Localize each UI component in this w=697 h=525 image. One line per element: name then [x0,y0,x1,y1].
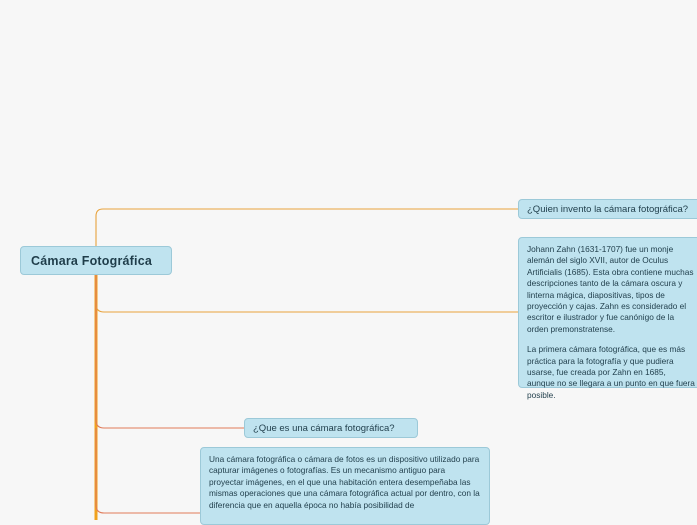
content-paragraph: Johann Zahn (1631-1707) fue un monje alemán del siglo XVII, autor de Oculus Artificialis (1685). Esta obra contiene muchas descripciones tanto de la cámara oscura y linterna mágica, diapositivas, tipos de proyección y cajas. Zahn es considerado el escritor e ilustrador y fue canónigo de la orden premonstratense. [527,244,694,334]
branch-node-what-is-label: ¿Que es una cámara fotográfica? [253,422,395,434]
content-paragraph: Una cámara fotográfica o cámara de fotos es un dispositivo utilizado para capturar imágenes o fotografías. Es un mecanismo antiguo para proyectar imágenes, en el que una habitación entera desempeñaba las mismas operaciones que una cámara fotográfica actual por dentro, con la diferencia que en aquella época no había posibilidad de [209,454,480,510]
content-node-what-is[interactable] [200,447,490,525]
branch-node-who-invented[interactable] [518,199,697,219]
root-node-label: Cámara Fotográfica [31,253,152,268]
content-paragraph: La primera cámara fotográfica, que es más práctica para la fotografía y que pudiera usarse, fue creada por Zahn en 1685, aunque no se llegara a un punto en que fuera posible. [527,344,695,400]
content-node-who-invented[interactable] [518,237,697,400]
branch-node-what-is[interactable] [244,418,418,438]
branch-node-who-invented-label: ¿Quien invento la cámara fotográfica? [527,203,689,215]
root-node[interactable] [20,246,172,275]
